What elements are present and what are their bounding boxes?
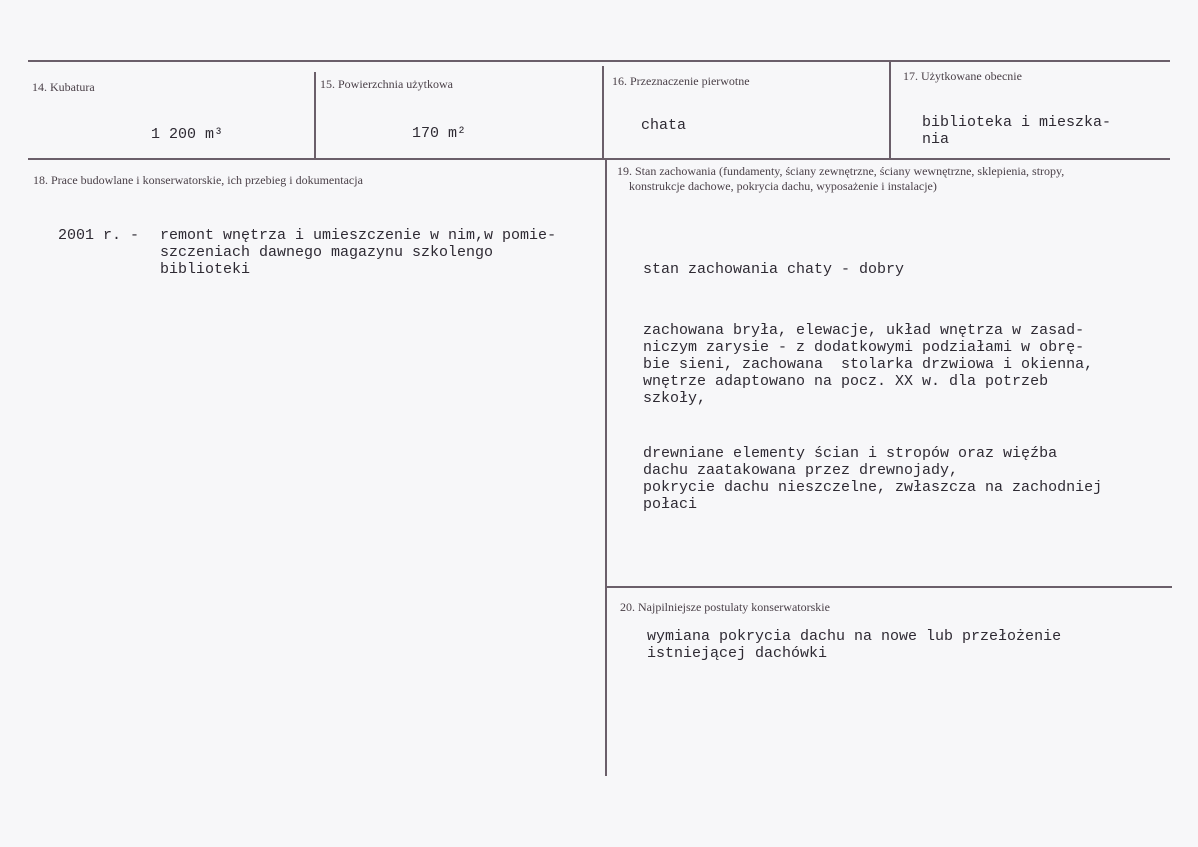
stan-text xyxy=(643,227,1102,547)
uzytkowane-value: biblioteka i mieszka- nia xyxy=(922,114,1112,148)
stan-paragraph: drewniane elementy ścian i stropów oraz więźba dachu zaatakowana przez drewnojady, pokrycie dachu nieszczelne, zwłaszcza na zachodniej połaci xyxy=(643,445,1103,513)
row1-bottom-border xyxy=(28,158,1170,160)
przeznaczenie-value: chata xyxy=(641,117,687,134)
postulaty-label: 20. Najpilniejsze postulaty konserwatorskie xyxy=(620,600,830,614)
kubatura-label: 14. Kubatura xyxy=(32,80,95,94)
stan-label-line1: 19. Stan zachowania (fundamenty, ściany zewnętrzne, ściany wewnętrzne, sklepienia, stropy, xyxy=(617,164,1065,178)
stan-label-line2: konstrukcje dachowe, pokrycia dachu, wyposażenie i instalacje) xyxy=(629,179,937,193)
stan-label xyxy=(617,164,1064,194)
divider-18-19 xyxy=(605,160,607,776)
powierzchnia-label: 15. Powierzchnia użytkowa xyxy=(320,77,453,91)
prace-text: remont wnętrza i umieszczenie w nim,w pomie- szczeniach dawnego magazynu szkolengo biblioteki xyxy=(160,227,557,278)
section20-top-border xyxy=(607,586,1172,588)
prace-year: 2001 r. - xyxy=(58,227,140,244)
stan-paragraph: zachowana bryła, elewacje, układ wnętrza w zasad- niczym zarysie - z dodatkowymi podziałami w obrę- bie sieni, zachowana stolarka drzwiowa i okienna, wnętrze adaptowano na pocz. XX w. dla potrzeb szkoły, xyxy=(643,322,1094,407)
divider-16-17 xyxy=(889,62,891,158)
divider-14-15 xyxy=(314,72,316,160)
top-border xyxy=(28,60,1170,62)
postulaty-text: wymiana pokrycia dachu na nowe lub przełożenie istniejącej dachówki xyxy=(647,628,1062,662)
kubatura-value: 1 200 m³ xyxy=(151,126,224,143)
uzytkowane-label: 17. Użytkowane obecnie xyxy=(903,69,1022,83)
stan-paragraph: stan zachowania chaty - dobry xyxy=(643,261,905,278)
prace-label: 18. Prace budowlane i konserwatorskie, ich przebieg i dokumentacja xyxy=(33,173,363,187)
powierzchnia-value: 170 m² xyxy=(412,125,467,142)
divider-15-16 xyxy=(602,66,604,160)
przeznaczenie-label: 16. Przeznaczenie pierwotne xyxy=(612,74,750,88)
